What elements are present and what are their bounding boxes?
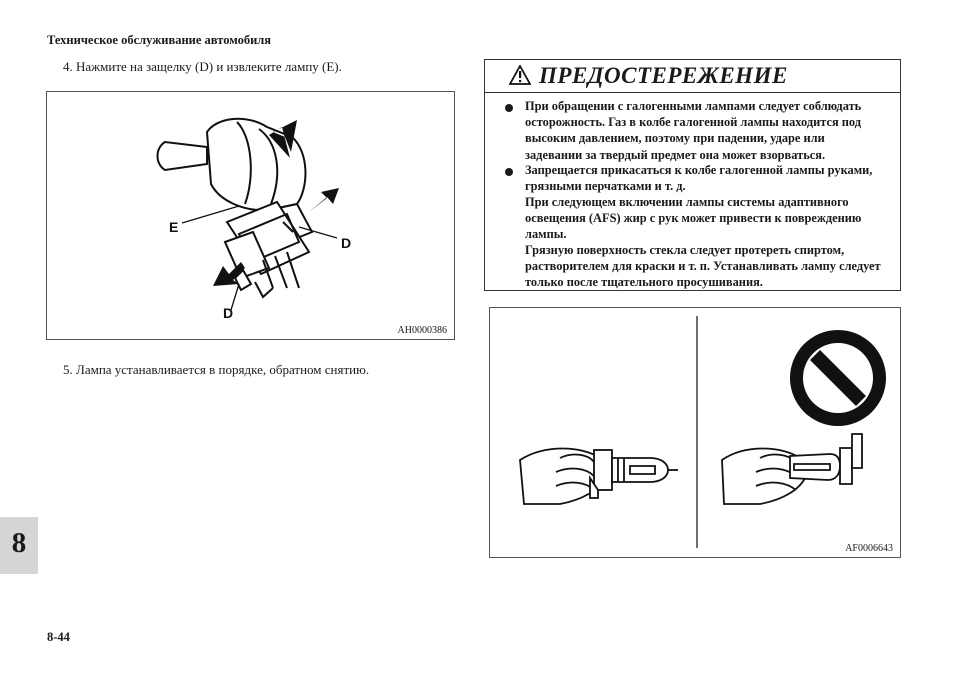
warning-item-1: При обращении с галогенными лампами следует соблюдать осторожность. Газ в колбе галогенной лампы находится под высоким давлением, поэтому при падении, ударе или задевании за твердый предмет она может взорваться. [525,99,862,162]
bulb-removal-illustration [47,92,456,341]
running-header: Техническое обслуживание автомобиля [47,33,272,47]
warning-item-2-note-1: При следующем включении лампы системы адаптивного освещения (AFS) жир с рук может привести к повреждению лампы. [525,195,862,242]
warning-box [484,59,901,291]
warning-header [485,60,900,93]
prohibition-icon [790,330,886,426]
label-d-right: D [341,235,352,251]
bulb-removal-figure [46,91,455,340]
warning-triangle-icon [509,65,531,85]
bulb-right [790,434,862,484]
bulb-stem [158,142,208,170]
label-d-bottom: D [223,305,234,321]
warning-item-2-note-2: Грязную поверхность стекла следует протереть спиртом, растворителем для краски и т. п. Устанавливать лампу следует только после тщательного просушивания. [525,243,881,290]
bullet-icon [505,104,513,112]
warning-title: ПРЕДОСТЕРЕЖЕНИЕ [539,63,788,88]
section-number: 8 [11,527,27,559]
bullet-icon [505,168,513,176]
figure-code: AH0000386 [397,325,447,336]
section-tab [0,517,38,574]
page-number: 8-44 [47,630,70,644]
step-4-text: 4. Нажмите на защелку (D) и извлеките лампу (E). [63,59,342,74]
do-not-touch-figure [489,307,901,558]
warning-item-2: Запрещается прикасаться к колбе галогенной лампы руками, грязными перчатками и т. д. [525,163,873,194]
bulb-left [590,450,678,498]
label-e: E [169,219,179,235]
step-5-text: 5. Лампа устанавливается в порядке, обратном снятию. [63,362,370,377]
arrow-right-mark [309,188,339,212]
figure-code: AF0006643 [845,543,893,554]
do-not-touch-illustration [490,308,902,559]
